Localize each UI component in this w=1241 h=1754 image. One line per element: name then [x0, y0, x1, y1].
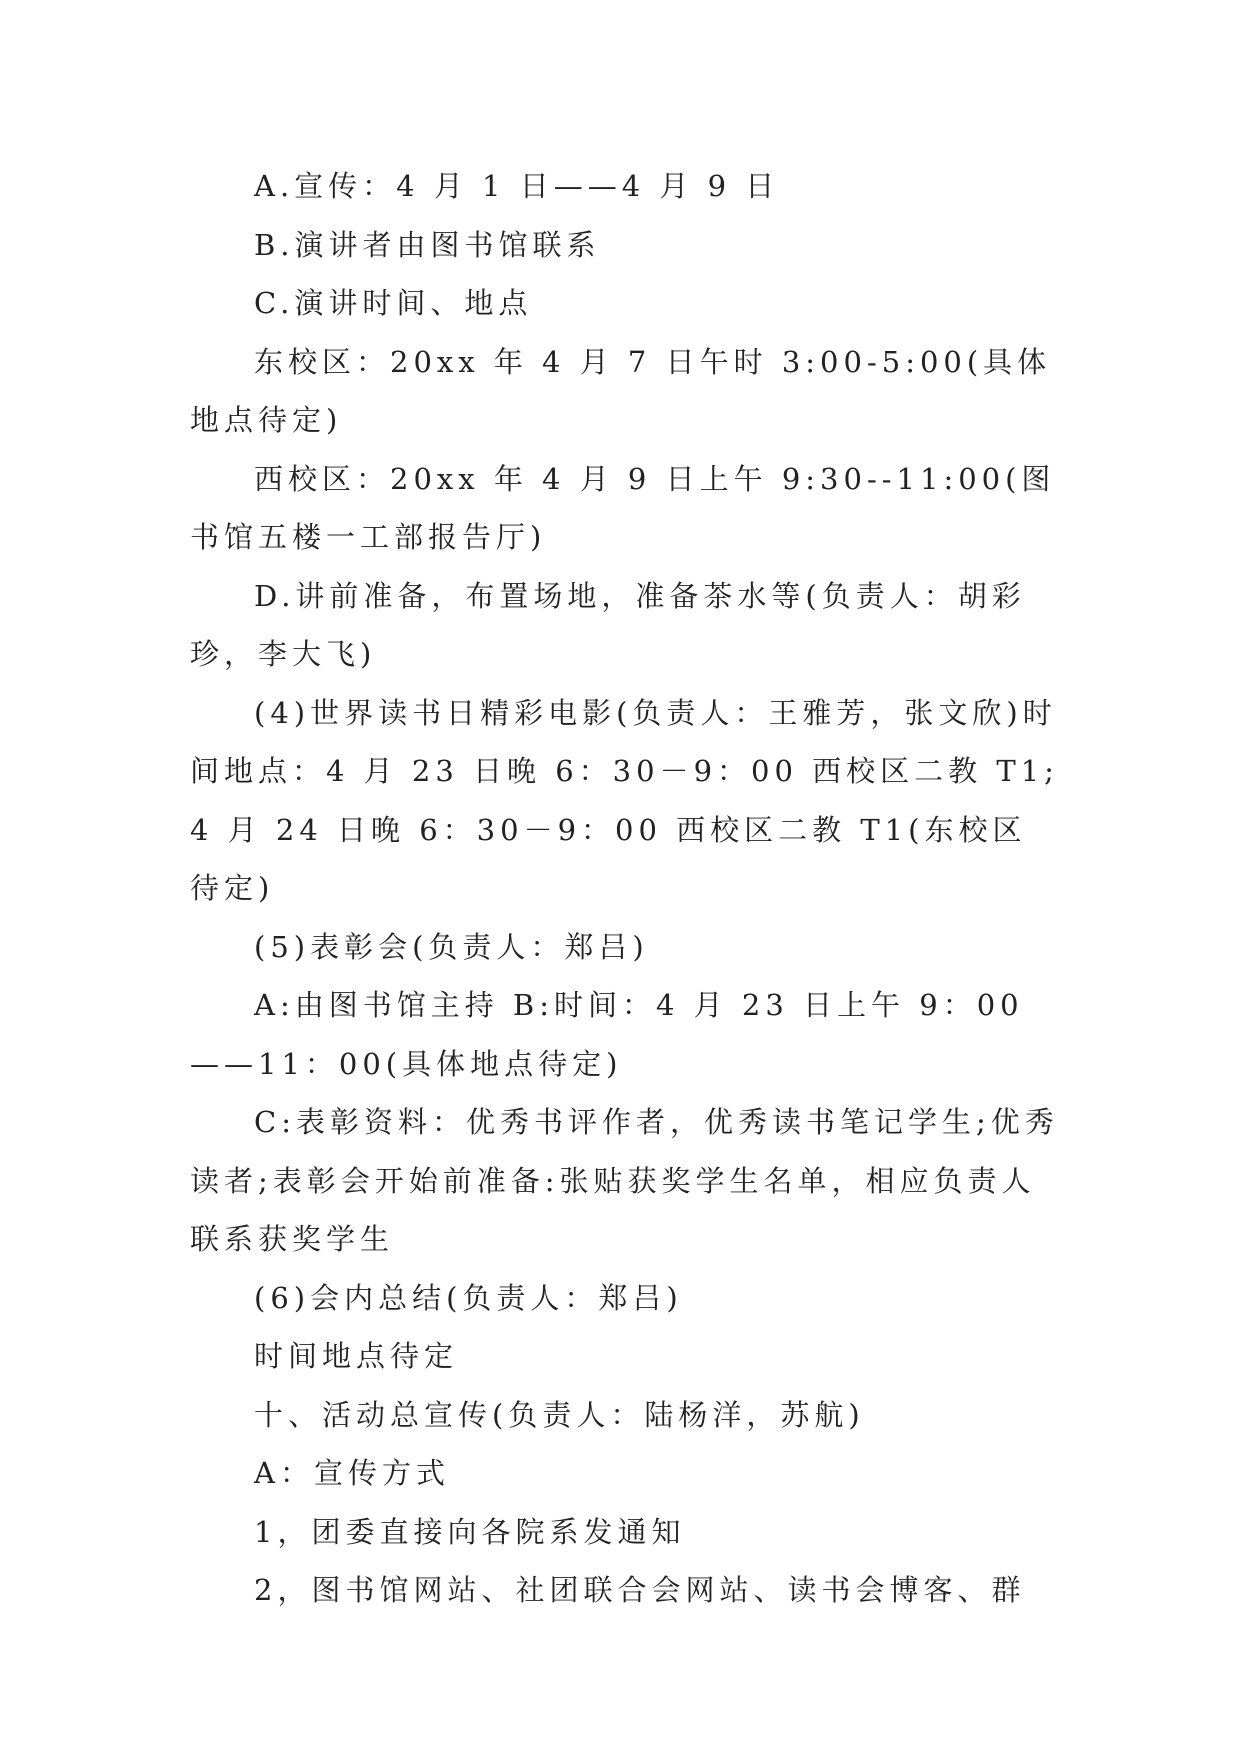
paragraph-time-place-tbd: 时间地点待定 — [254, 1339, 459, 1373]
paragraph-pre-speech-prep: D.讲前准备，布置场地，准备茶水等(负责人：胡彩珍，李大飞) — [190, 578, 1026, 671]
paragraph-speaker-contact: B.演讲者由图书馆联系 — [254, 227, 601, 262]
paragraph-method-one: 1，团委直接向各院系发通知 — [254, 1514, 686, 1549]
paragraph-west-campus: 西校区：20xx 年 4 月 9 日上午 9:30--11:00(图书馆五楼一工部报告厅) — [190, 461, 1056, 554]
paragraph-movie-section: (4)世界读书日精彩电影(负责人：王雅芳，张文欣)时间地点：4 月 23 日晚 6：30－9：00 西校区二教 T1;4 月 24 日晚 6：30－9：00 西校区二教 T1(东校区待定) — [190, 695, 1059, 905]
paragraph-section-ten: 十、活动总宣传(负责人：陆杨洋，苏航) — [254, 1397, 865, 1432]
document-body — [190, 157, 1060, 1620]
paragraph-publicity-methods: A：宣传方式 — [254, 1456, 450, 1490]
paragraph-summary-meeting: (6)会内总结(负责人：郑吕) — [254, 1280, 683, 1315]
paragraph-award-materials: C:表彰资料：优秀书评作者，优秀读书笔记学生;优秀读者;表彰会开始前准备:张贴获奖学生名单，相应负责人联系获奖学生 — [190, 1105, 1059, 1256]
paragraph-speech-time-place: C.演讲时间、地点 — [254, 286, 533, 320]
paragraph-publicity-dates: A.宣传：4 月 1 日——4 月 9 日 — [254, 169, 780, 203]
paragraph-east-campus: 东校区：20xx 年 4 月 7 日午时 3:00-5:00(具体地点待定) — [190, 344, 1052, 437]
paragraph-method-two: 2，图书馆网站、社团联合会网站、读书会博客、群 — [254, 1573, 1026, 1607]
paragraph-award-meeting: (5)表彰会(负责人：郑吕) — [254, 929, 649, 964]
paragraph-award-host-time: A:由图书馆主持 B:时间：4 月 23 日上午 9：00——11：00(具体地点待定) — [190, 988, 1024, 1081]
